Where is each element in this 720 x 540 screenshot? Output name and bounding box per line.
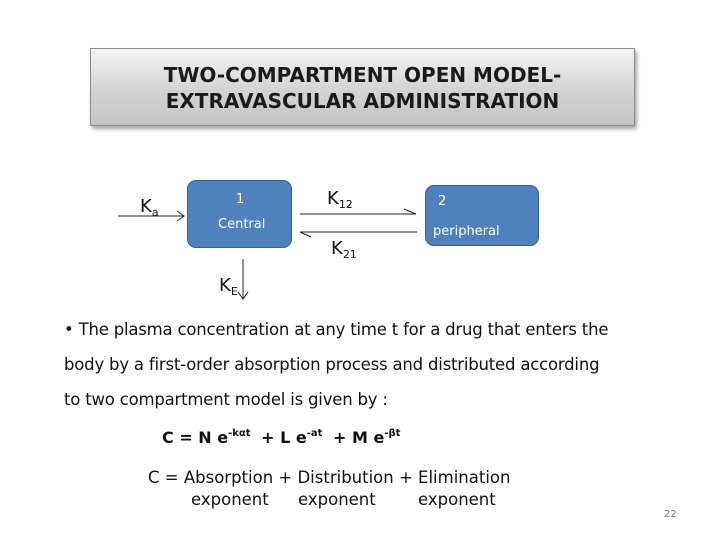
title-line-2: EXTRAVASCULAR ADMINISTRATION: [165, 89, 560, 113]
equation-term-2: + L $e^{-at}$: [261, 428, 323, 447]
ka-label: $K_a$: [140, 196, 159, 219]
central-compartment-number: 1: [236, 192, 245, 207]
title-line-1: TWO-COMPARTMENT OPEN MODEL-: [163, 63, 562, 87]
description-paragraph: [64, 312, 664, 417]
concentration-equation: [162, 428, 405, 447]
k21-arrowhead: [300, 232, 311, 237]
k12-label: $K_{12}$: [327, 188, 353, 211]
paragraph-line-3: to two compartment model is given by :: [64, 390, 388, 409]
equation-term-1: C = N $e^{-k\alpha t}$: [162, 428, 251, 447]
central-compartment: [187, 180, 292, 248]
peripheral-compartment: [425, 185, 539, 246]
page-number: 22: [664, 509, 677, 520]
explanation-line-1: C = Absorption + Distribution + Elimination: [148, 468, 511, 487]
paragraph-line-2: body by a first-order absorption process and distributed according: [64, 355, 600, 374]
k12-arrowhead: [404, 209, 416, 214]
k21-label: $K_{21}$: [331, 238, 357, 261]
distribution-exponent-label: exponent: [298, 490, 376, 509]
peripheral-compartment-label: peripheral: [433, 224, 500, 239]
ke-label: $K_E$: [219, 275, 238, 298]
equation-term-3: + M $e^{-\beta t}$: [333, 428, 401, 447]
elimination-exponent-label: exponent: [418, 490, 496, 509]
paragraph-line-1: • The plasma concentration at any time t for a drug that enters the: [64, 320, 609, 339]
peripheral-compartment-number: 2: [438, 194, 447, 209]
absorption-exponent-label: exponent: [191, 490, 269, 509]
central-compartment-label: Central: [218, 217, 266, 232]
